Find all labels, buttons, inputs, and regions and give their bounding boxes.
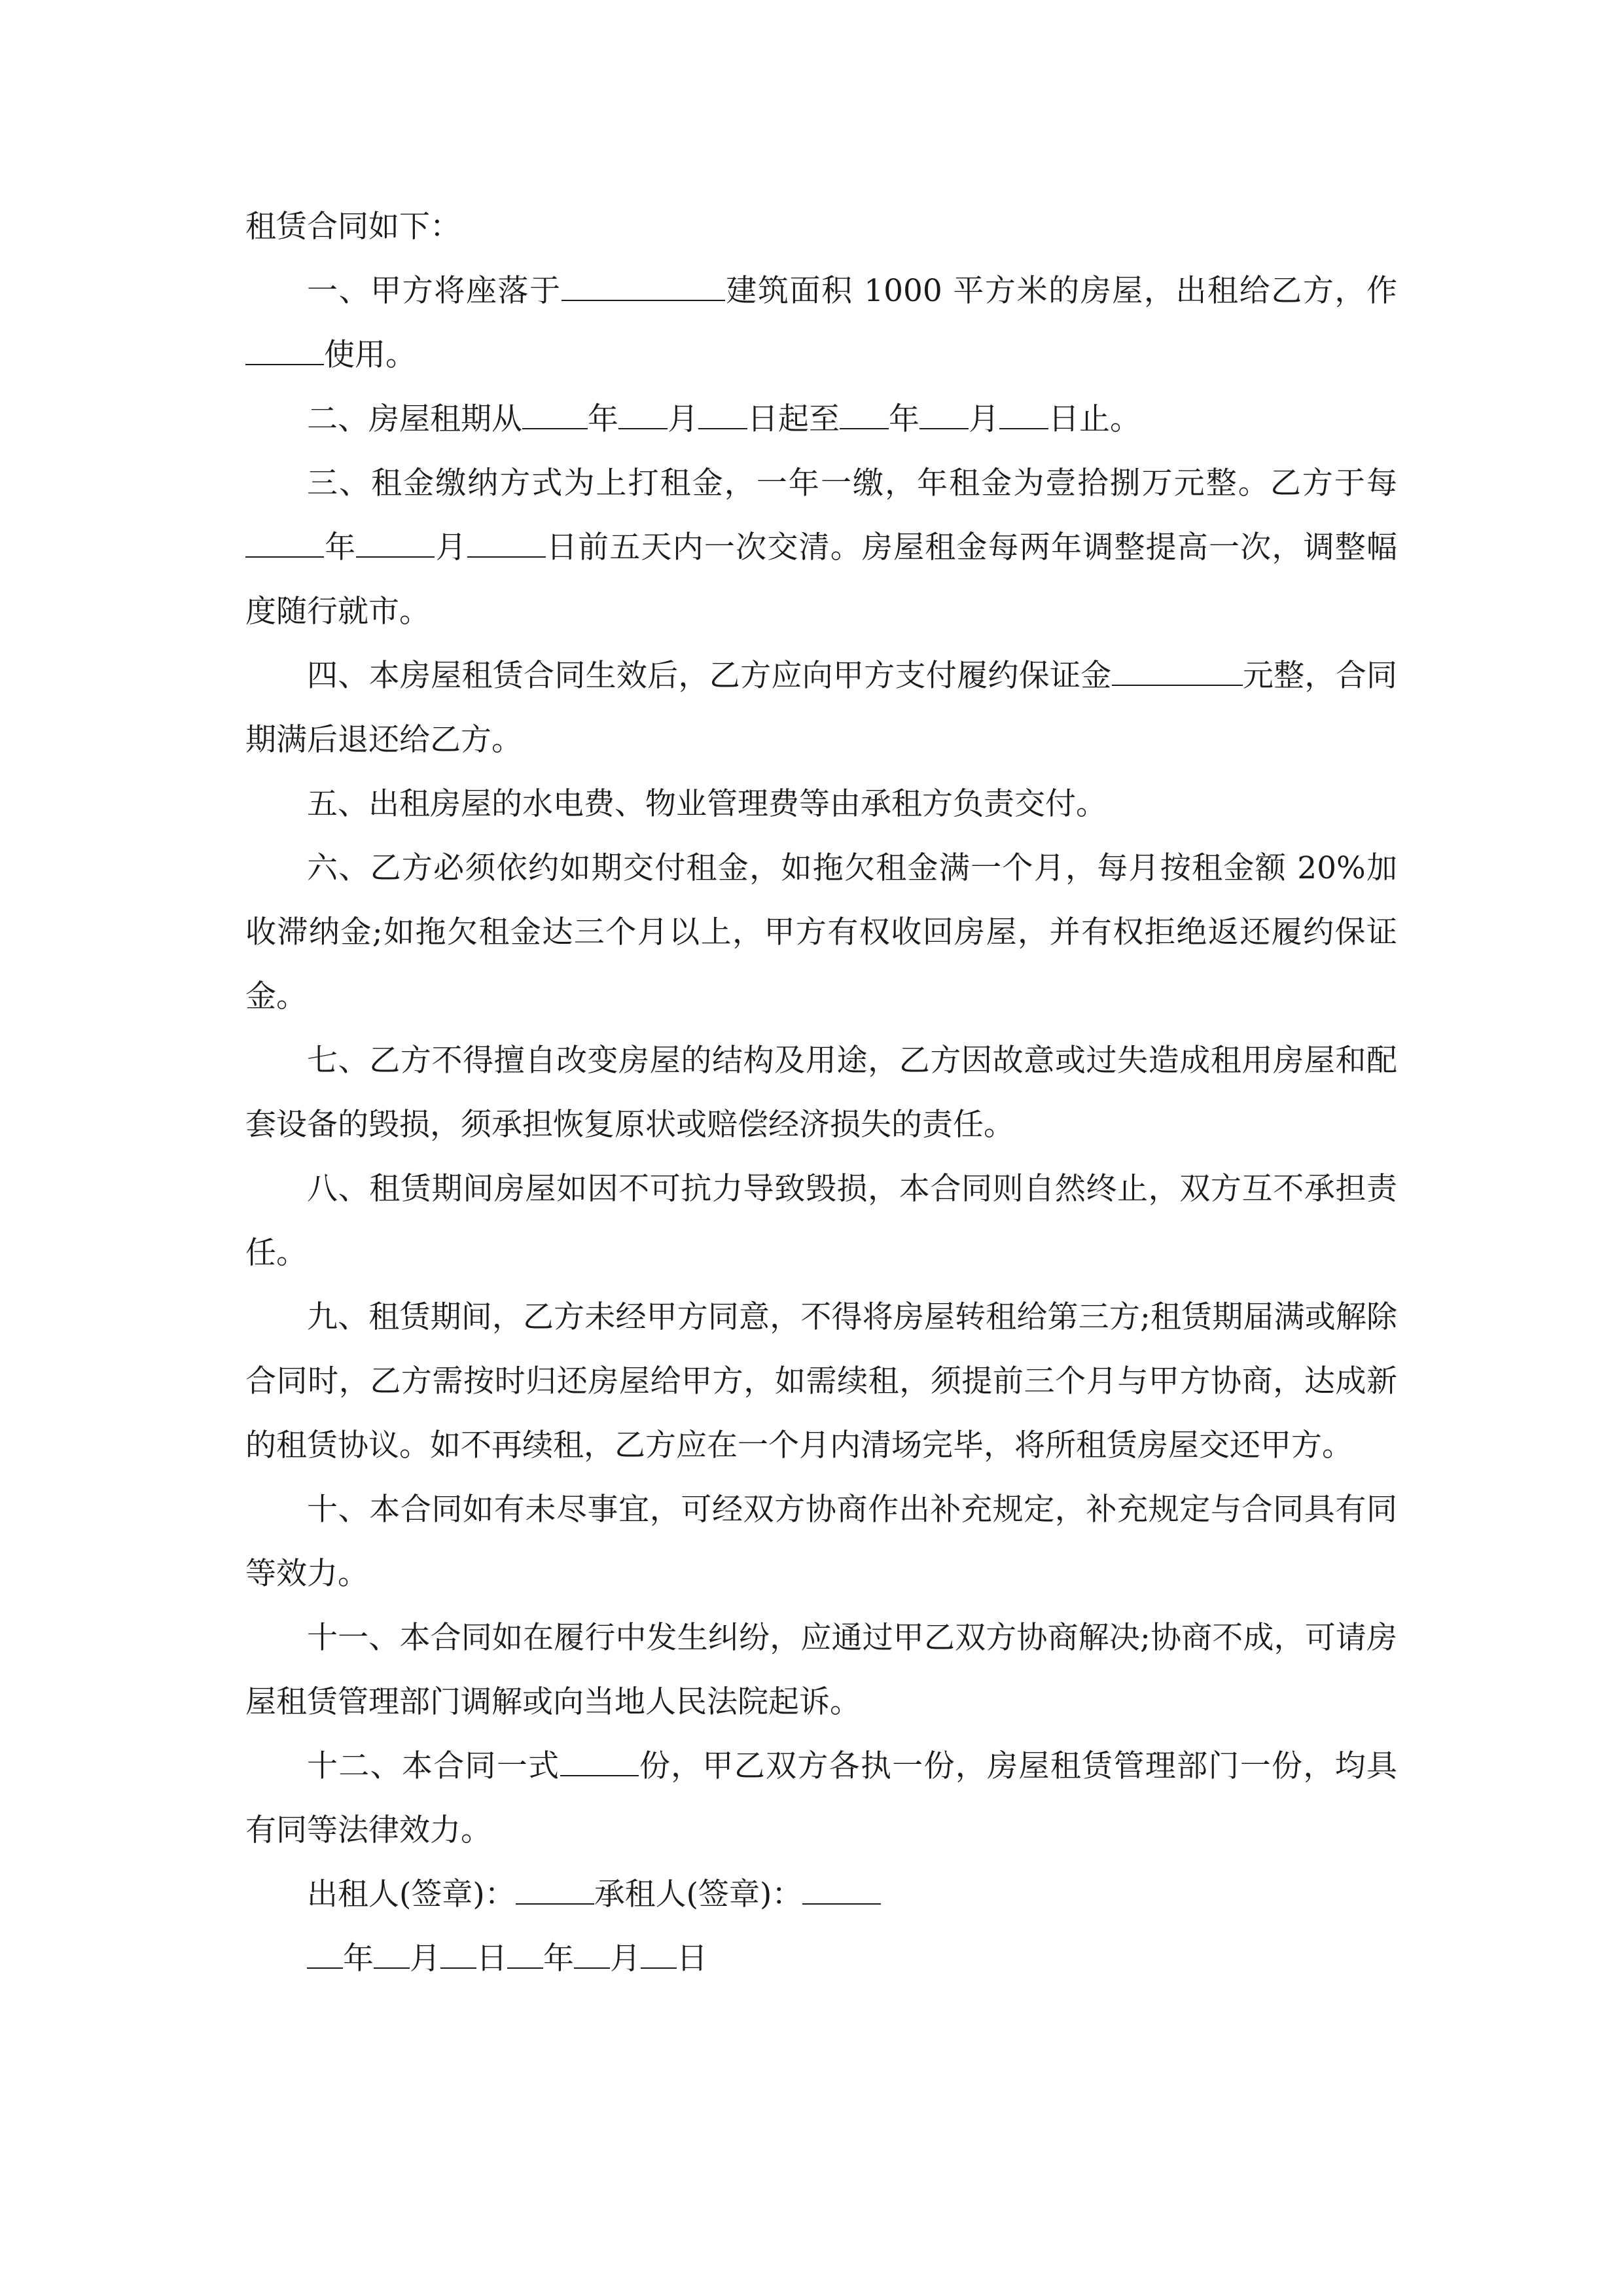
location-blank[interactable] [562,274,725,301]
end-month-label: 月 [969,401,999,437]
lessor-year-blank[interactable] [307,1941,343,1969]
intro-text: 租赁合同如下： [245,209,461,245]
lessee-day-label: 日 [677,1941,707,1977]
clause-3-text-a: 三、租金缴纳方式为上打租金，一年一缴，年租金为壹拾捌万元整。乙方于每 [307,465,1397,501]
clause-1-text-b: 建筑面积 1000 平方米的房屋，出租给乙方，作 [724,273,1397,309]
start-month-blank[interactable] [618,402,668,429]
lessor-signature-blank[interactable] [516,1877,594,1905]
clause-7-text: 七、乙方不得擅自改变房屋的结构及用途，乙方因故意或过失造成租用房屋和配套设备的毁损，须承担恢复原状或赔偿经济损失的责任。 [245,1043,1397,1143]
clause-11-text: 十一、本合同如在履行中发生纠纷，应通过甲乙双方协商解决;协商不成，可请房屋租赁管理部门调解或向当地人民法院起诉。 [245,1620,1397,1720]
contract-body [245,195,1397,1991]
pay-month-blank[interactable] [356,530,435,558]
clause-7 [245,1029,1397,1157]
lessee-signature-blank[interactable] [802,1877,881,1905]
lessor-month-blank[interactable] [374,1941,410,1969]
pay-year-blank[interactable] [245,530,324,558]
start-day-blank[interactable] [698,402,747,429]
clause-10-text: 十、本合同如有未尽事宜，可经双方协商作出补充规定，补充规定与合同具有同等效力。 [245,1492,1397,1592]
clause-12-text-b: 份，甲乙双方各执一份，房屋租赁管理部门一份，均具有同等法律效力。 [245,1748,1397,1848]
pay-day-blank[interactable] [467,530,546,558]
clause-8-text: 八、租赁期间房屋如因不可抗力导致毁损，本合同则自然终止，双方互不承担责任。 [245,1171,1397,1271]
clause-2-text-a: 二、房屋租期从 [307,401,522,437]
clause-8 [245,1157,1397,1285]
copies-blank[interactable] [560,1749,639,1776]
usage-blank[interactable] [245,338,324,365]
date-line [245,1927,1397,1991]
start-year-blank[interactable] [522,402,588,429]
end-month-blank[interactable] [919,402,969,429]
end-year-blank[interactable] [840,402,889,429]
pay-month-label: 月 [435,529,467,565]
signature-line [245,1863,1397,1927]
start-day-label: 日起至 [747,401,840,437]
clause-1 [245,259,1397,387]
intro-line [245,195,1397,259]
clause-12 [245,1734,1397,1863]
clause-3 [245,452,1397,644]
lessee-month-label: 月 [610,1941,641,1977]
clause-10 [245,1478,1397,1606]
clause-6 [245,836,1397,1029]
clause-4 [245,644,1397,772]
lessee-year-blank[interactable] [507,1941,543,1969]
clause-5 [245,772,1397,836]
clause-2 [245,387,1397,452]
deposit-blank[interactable] [1112,658,1243,686]
clause-12-text-a: 十二、本合同一式 [307,1748,560,1784]
clause-11 [245,1606,1397,1734]
lessor-month-label: 月 [410,1941,440,1977]
end-year-label: 年 [889,401,919,437]
clause-4-text-b: 元整，合同期满后退还给乙方。 [245,658,1397,758]
clause-9-text: 九、租赁期间，乙方未经甲方同意，不得将房屋转租给第三方;租赁期届满或解除合同时，乙方需按时归还房屋给甲方，如需续租，须提前三个月与甲方协商，达成新的租赁协议。如不再续租，乙方应在一个月内清场完毕，将所租赁房屋交还甲方。 [245,1299,1397,1463]
lessee-month-blank[interactable] [574,1941,610,1969]
clause-1-text-c: 使用。 [324,337,416,373]
lessor-day-label: 日 [476,1941,507,1977]
clause-4-text-a: 四、本房屋租赁合同生效后，乙方应向甲方支付履约保证金 [307,658,1112,694]
clause-3-text-b: 日前五天内一次交清。房屋租金每两年调整提高一次，调整幅度随行就市。 [245,529,1398,630]
lessee-label: 承租人(签章)： [594,1876,803,1912]
lessee-year-label: 年 [543,1941,574,1977]
pay-year-label: 年 [324,529,357,565]
start-year-label: 年 [588,401,618,437]
start-month-label: 月 [668,401,698,437]
end-day-label: 日止。 [1048,401,1141,437]
lessee-day-blank[interactable] [641,1941,677,1969]
end-day-blank[interactable] [999,402,1048,429]
lessor-label: 出租人(签章)： [307,1876,516,1912]
lessor-year-label: 年 [343,1941,374,1977]
clause-1-text-a: 一、甲方将座落于 [307,273,562,309]
clause-5-text: 五、出租房屋的水电费、物业管理费等由承租方负责交付。 [307,786,1107,822]
clause-9 [245,1285,1397,1478]
lessor-day-blank[interactable] [440,1941,476,1969]
clause-6-text: 六、乙方必须依约如期交付租金，如拖欠租金满一个月，每月按租金额 20%加收滞纳金;如拖欠租金达三个月以上，甲方有权收回房屋，并有权拒绝返还履约保证金。 [245,850,1397,1014]
